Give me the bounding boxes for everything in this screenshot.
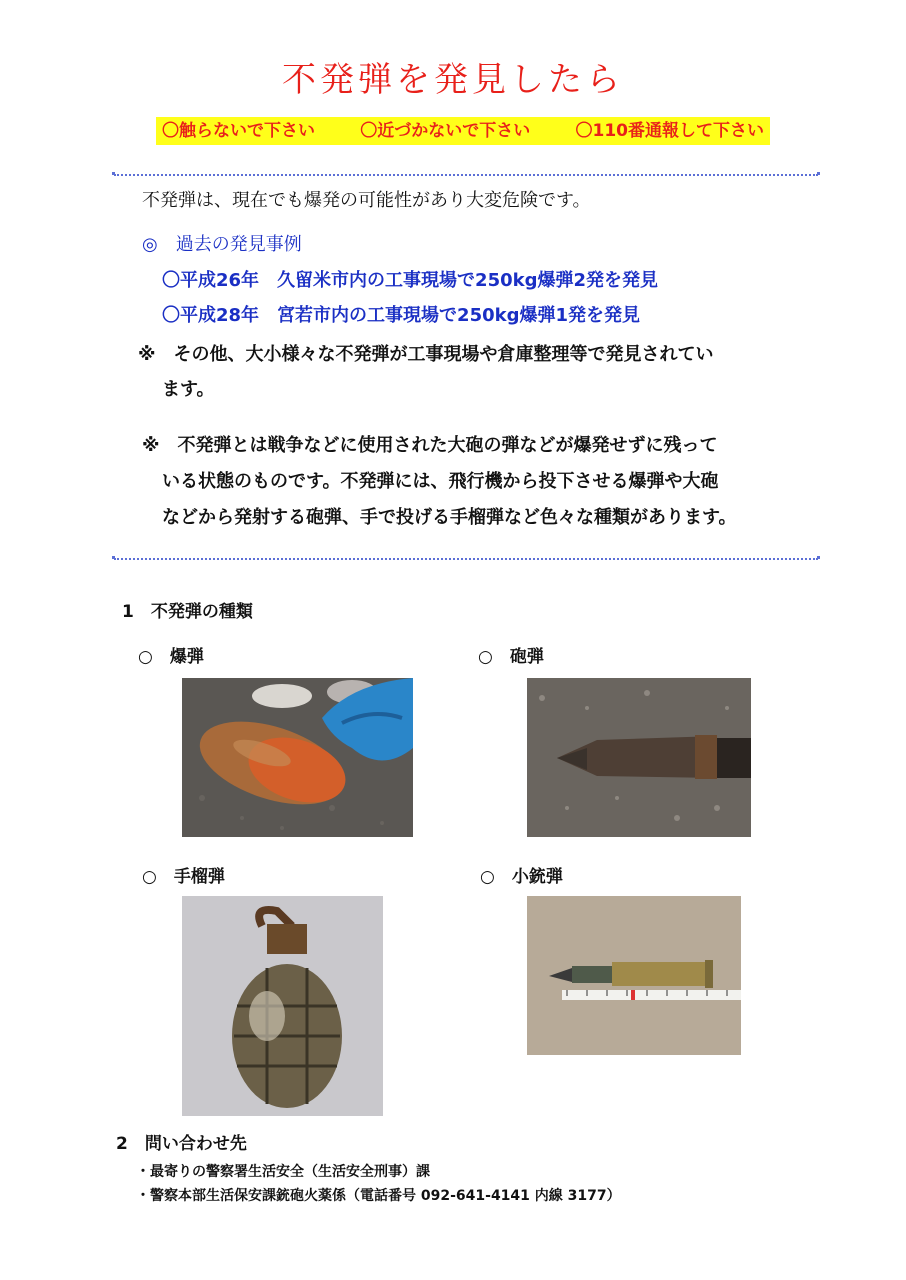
shell-photo (527, 678, 751, 837)
divider-bottom (114, 558, 818, 560)
note-other-finds-line1: ※ その他、大小様々な不発弾が工事現場や倉庫整理等で発見されてい (138, 344, 714, 365)
warning-call-110: 〇110番通報して下さい (575, 121, 764, 141)
warning-dont-touch: 〇触らないで下さい (162, 121, 315, 141)
contact-item-local-police: ・最寄りの警察署生活安全（生活安全刑事）課 (136, 1164, 430, 1180)
note-definition-line2: いる状態のものです。不発弾には、飛行機から投下させる爆弾や大砲 (162, 471, 719, 492)
type-grenade-label: ○ 手榴弾 (142, 867, 225, 887)
contact-item-hq-phone: ・警察本部生活保安課銃砲火薬係（電話番号 092-641-4141 内線 3177） (136, 1188, 621, 1204)
warning-banner (156, 117, 770, 145)
divider-top (114, 174, 818, 176)
type-bomb-label: ○ 爆弾 (138, 647, 204, 667)
grenade-photo (182, 896, 383, 1116)
intro-text: 不発弾は、現在でも爆発の可能性があり大変危険です。 (142, 190, 591, 211)
section-contact-heading: 2 問い合わせ先 (116, 1134, 247, 1154)
page-title: 不発弾を発見したら (282, 60, 624, 100)
note-definition-line3: などから発射する砲弾、手で投げる手榴弾など色々な種類があります。 (162, 507, 737, 528)
bomb-photo (182, 678, 413, 837)
type-small-arms-label: ○ 小銃弾 (480, 867, 563, 887)
warning-dont-approach: 〇近づかないで下さい (360, 121, 531, 141)
type-shell-label: ○ 砲弾 (478, 647, 544, 667)
case-item: 〇平成26年 久留米市内の工事現場で250kg爆弾2発を発見 (162, 270, 658, 291)
case-item: 〇平成28年 宮若市内の工事現場で250kg爆弾1発を発見 (162, 305, 640, 326)
section-types-heading: 1 不発弾の種類 (122, 602, 253, 622)
cases-heading: ◎ 過去の発見事例 (142, 234, 302, 255)
note-definition-line1: ※ 不発弾とは戦争などに使用された大砲の弾などが爆発せずに残って (142, 435, 718, 456)
note-other-finds-line2: ます。 (162, 379, 215, 400)
small-arms-photo (527, 896, 741, 1055)
